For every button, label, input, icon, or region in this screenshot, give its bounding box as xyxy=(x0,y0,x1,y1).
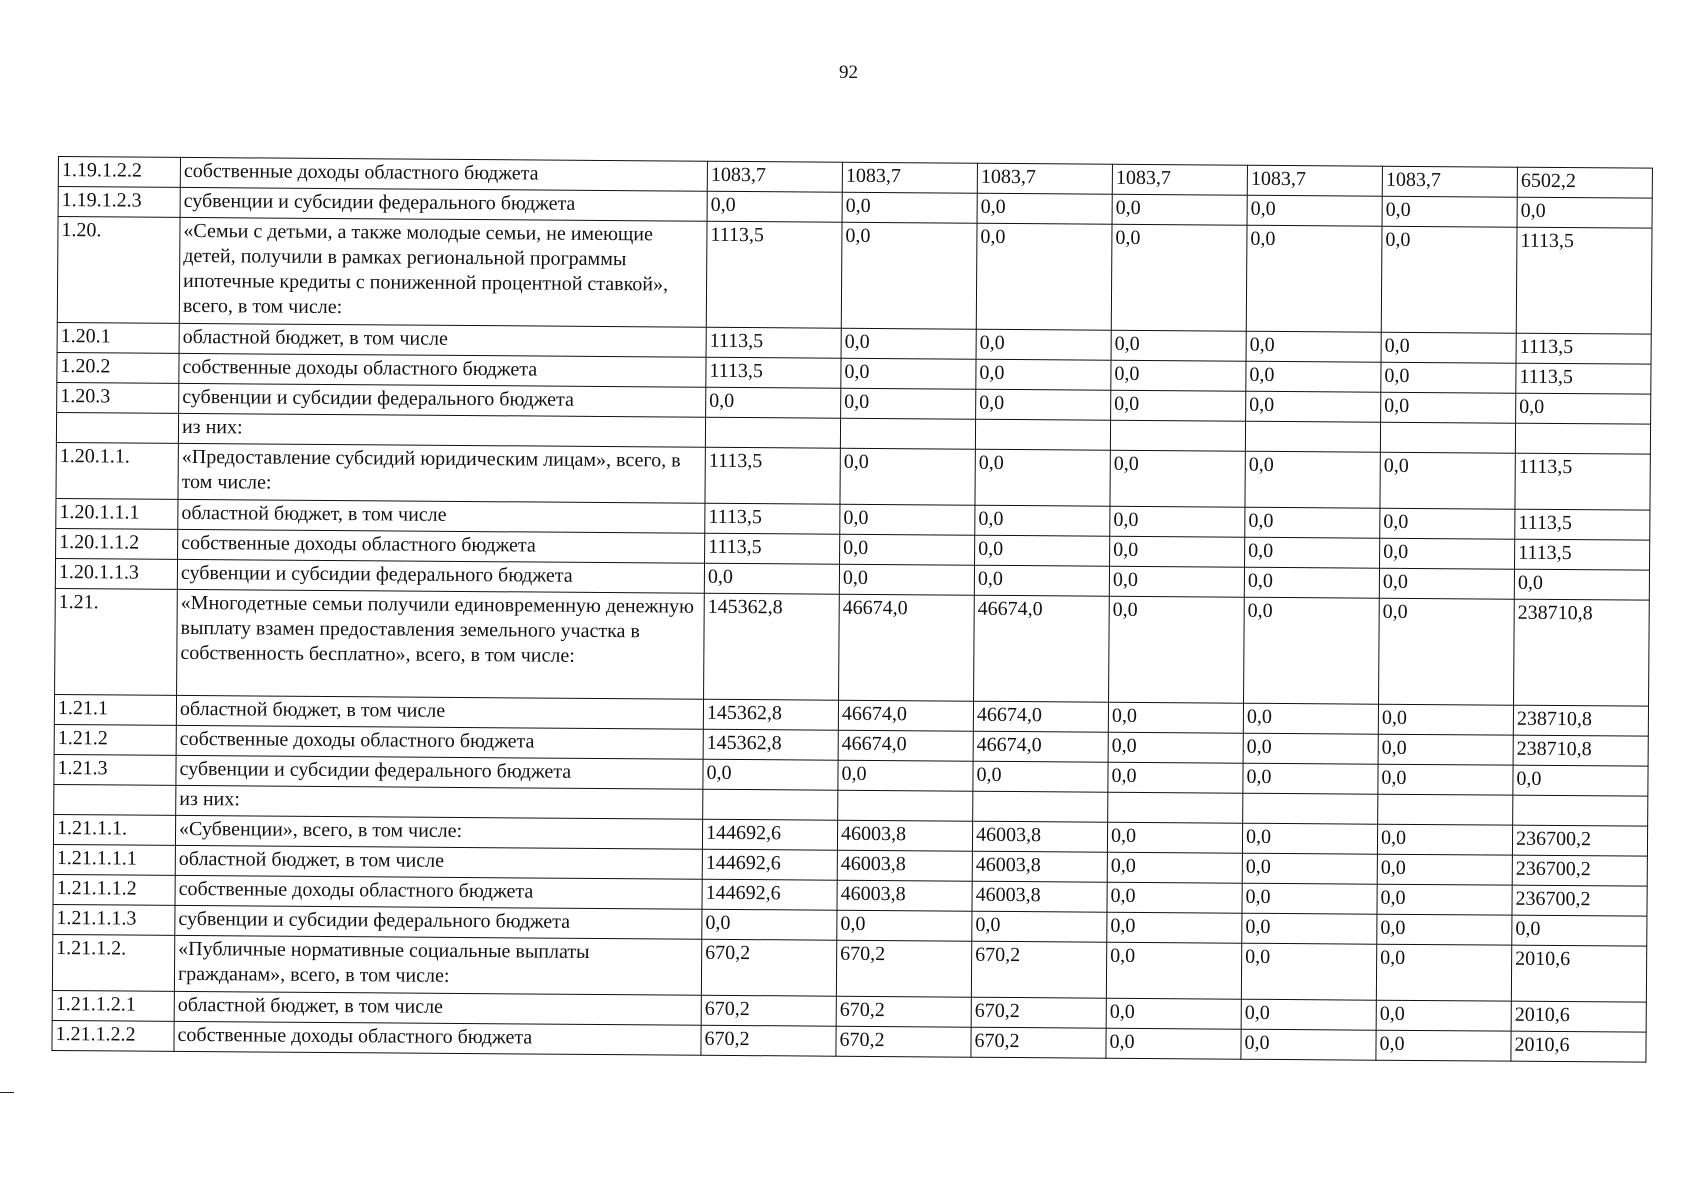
row-code xyxy=(56,412,178,443)
row-code: 1.21. xyxy=(55,588,178,695)
value-col-4: 0,0 xyxy=(1108,702,1243,733)
value-col-4: 0,0 xyxy=(1108,732,1243,763)
value-total: 0,0 xyxy=(1516,393,1651,424)
value-col-2: 46003,8 xyxy=(837,820,972,851)
value-total: 1113,5 xyxy=(1516,227,1652,334)
value-col-3: 0,0 xyxy=(975,535,1110,566)
value-col-5: 0,0 xyxy=(1243,703,1378,734)
value-col-1: 0,0 xyxy=(704,563,839,594)
value-col-6: 0,0 xyxy=(1377,854,1512,885)
value-col-3: 1083,7 xyxy=(977,163,1112,194)
value-col-2: 0,0 xyxy=(840,448,975,505)
row-name: собственные доходы областного бюджета xyxy=(176,725,703,759)
value-col-2: 46003,8 xyxy=(837,880,972,911)
value-col-2 xyxy=(838,790,973,821)
row-name: субвенции и субсидии федерального бюджета xyxy=(175,905,702,939)
value-col-6: 0,0 xyxy=(1380,508,1515,539)
value-col-4: 0,0 xyxy=(1110,506,1245,537)
row-name: собственные доходы областного бюджета xyxy=(180,157,707,191)
row-code xyxy=(54,784,176,815)
value-col-5: 0,0 xyxy=(1242,913,1377,944)
table-body xyxy=(52,157,1653,1063)
row-name: «Предоставление субсидий юридическим лицам», всего, в том числе: xyxy=(178,443,705,503)
value-col-1: 144692,6 xyxy=(702,879,837,910)
value-col-4: 0,0 xyxy=(1106,942,1241,999)
value-col-6: 0,0 xyxy=(1381,362,1516,393)
value-col-1: 145362,8 xyxy=(704,593,840,700)
value-col-1: 1113,5 xyxy=(705,503,840,534)
row-code: 1.21.1.1. xyxy=(53,814,175,845)
value-col-4: 0,0 xyxy=(1111,360,1246,391)
value-col-4: 0,0 xyxy=(1107,852,1242,883)
value-col-5: 0,0 xyxy=(1241,999,1376,1030)
row-code: 1.21.1 xyxy=(54,694,176,725)
value-col-2: 46003,8 xyxy=(837,850,972,881)
value-col-5: 0,0 xyxy=(1244,567,1379,598)
value-total: 0,0 xyxy=(1512,915,1647,946)
value-col-5: 0,0 xyxy=(1242,883,1377,914)
budget-table xyxy=(51,156,1653,1063)
row-name: из них: xyxy=(176,785,703,819)
value-col-1: 0,0 xyxy=(707,191,842,222)
row-name: субвенции и субсидии федерального бюджета xyxy=(176,755,703,789)
value-col-5: 0,0 xyxy=(1243,763,1378,794)
row-code: 1.20.1.1.1 xyxy=(56,498,178,529)
value-col-5: 1083,7 xyxy=(1247,165,1382,196)
row-name: «Публичные нормативные социальные выплаты гражданам», всего, в том числе: xyxy=(174,935,701,995)
value-col-2: 670,2 xyxy=(836,996,971,1027)
budget-table-container xyxy=(51,156,1653,1063)
value-col-1: 0,0 xyxy=(706,387,841,418)
value-col-2: 0,0 xyxy=(841,222,977,329)
row-code: 1.20.1.1.2 xyxy=(56,528,178,559)
value-col-3: 0,0 xyxy=(975,449,1110,506)
value-col-3: 0,0 xyxy=(976,389,1111,420)
value-col-6: 0,0 xyxy=(1376,944,1511,1001)
value-col-4: 0,0 xyxy=(1107,822,1242,853)
value-col-5 xyxy=(1243,793,1378,824)
row-code: 1.19.1.2.3 xyxy=(58,187,180,218)
value-total: 1113,5 xyxy=(1515,453,1650,510)
value-total: 1113,5 xyxy=(1515,539,1650,570)
value-col-6: 0,0 xyxy=(1380,538,1515,569)
row-name: областной бюджет, в том числе xyxy=(174,991,701,1025)
value-col-1: 1113,5 xyxy=(706,221,842,328)
value-col-6: 0,0 xyxy=(1381,392,1516,423)
row-name: собственные доходы областного бюджета xyxy=(174,1021,701,1055)
value-col-6: 0,0 xyxy=(1376,1000,1511,1031)
value-col-5: 0,0 xyxy=(1245,537,1380,568)
value-col-6: 0,0 xyxy=(1381,226,1517,333)
value-col-6 xyxy=(1378,794,1513,825)
value-col-3: 0,0 xyxy=(973,761,1108,792)
value-col-5: 0,0 xyxy=(1246,331,1381,362)
value-col-6: 0,0 xyxy=(1382,196,1517,227)
value-col-3: 0,0 xyxy=(976,223,1112,330)
value-total: 1113,5 xyxy=(1516,363,1651,394)
value-total: 236700,2 xyxy=(1512,855,1647,886)
value-total: 2010,6 xyxy=(1511,945,1646,1002)
value-col-5: 0,0 xyxy=(1244,597,1380,704)
row-code: 1.21.1.2. xyxy=(52,934,174,991)
value-col-2: 46674,0 xyxy=(838,730,973,761)
value-col-6: 0,0 xyxy=(1378,704,1513,735)
value-total: 2010,6 xyxy=(1511,1031,1646,1062)
value-col-6: 0,0 xyxy=(1379,568,1514,599)
value-col-6: 0,0 xyxy=(1377,824,1512,855)
row-name: субвенции и субсидии федерального бюджета xyxy=(177,559,704,593)
value-col-2: 0,0 xyxy=(841,328,976,359)
value-col-1: 144692,6 xyxy=(702,819,837,850)
value-col-4: 0,0 xyxy=(1111,224,1247,331)
value-col-6: 0,0 xyxy=(1376,1030,1511,1061)
value-col-1: 1113,5 xyxy=(705,447,840,504)
value-col-2 xyxy=(840,418,975,449)
row-code: 1.21.1.2.1 xyxy=(52,990,174,1021)
row-name: собственные доходы областного бюджета xyxy=(178,529,705,563)
row-code: 1.20.1 xyxy=(57,322,179,353)
value-total: 6502,2 xyxy=(1517,167,1652,198)
row-code: 1.21.1.1.2 xyxy=(53,874,175,905)
value-col-2: 0,0 xyxy=(837,910,972,941)
value-col-4: 0,0 xyxy=(1106,998,1241,1029)
row-code: 1.20.1.1.3 xyxy=(55,558,177,589)
value-col-3: 670,2 xyxy=(971,1027,1106,1058)
value-col-6 xyxy=(1380,422,1515,453)
value-total: 2010,6 xyxy=(1511,1001,1646,1032)
value-col-1: 1083,7 xyxy=(707,161,842,192)
value-col-6: 0,0 xyxy=(1381,332,1516,363)
row-code: 1.21.1.1.1 xyxy=(53,844,175,875)
value-col-2: 46674,0 xyxy=(838,700,973,731)
value-col-6: 0,0 xyxy=(1380,452,1515,509)
value-col-2: 0,0 xyxy=(841,358,976,389)
value-col-6: 0,0 xyxy=(1379,598,1515,705)
value-total: 0,0 xyxy=(1513,765,1648,796)
margin-mark xyxy=(0,1092,14,1093)
row-name: областной бюджет, в том числе xyxy=(178,499,705,533)
value-col-3: 46674,0 xyxy=(974,595,1110,702)
row-name: субвенции и субсидии федерального бюджета xyxy=(179,383,706,417)
row-name: собственные доходы областного бюджета xyxy=(179,353,706,387)
row-name: областной бюджет, в том числе xyxy=(176,695,703,729)
value-col-4: 0,0 xyxy=(1110,450,1245,507)
value-col-6: 0,0 xyxy=(1378,734,1513,765)
value-total: 1113,5 xyxy=(1516,333,1651,364)
row-code: 1.19.1.2.2 xyxy=(58,157,180,188)
value-col-1: 670,2 xyxy=(701,995,836,1026)
value-col-3: 0,0 xyxy=(976,329,1111,360)
row-name: субвенции и субсидии федерального бюджета xyxy=(180,187,707,221)
row-name: из них: xyxy=(178,413,705,447)
value-col-3: 46003,8 xyxy=(972,851,1107,882)
value-col-5 xyxy=(1245,421,1380,452)
value-col-3 xyxy=(973,791,1108,822)
table-row xyxy=(55,588,1650,706)
value-col-5: 0,0 xyxy=(1245,507,1380,538)
value-col-4: 0,0 xyxy=(1110,536,1245,567)
row-name: собственные доходы областного бюджета xyxy=(175,875,702,909)
row-code: 1.21.1.2.2 xyxy=(52,1020,174,1051)
value-col-3: 46674,0 xyxy=(973,701,1108,732)
row-name: областной бюджет, в том числе xyxy=(179,323,706,357)
value-col-4: 0,0 xyxy=(1109,566,1244,597)
value-col-5: 0,0 xyxy=(1246,225,1382,332)
value-col-1: 0,0 xyxy=(703,759,838,790)
value-col-4 xyxy=(1110,420,1245,451)
value-total: 238710,8 xyxy=(1513,735,1648,766)
value-col-4: 0,0 xyxy=(1109,596,1245,703)
value-col-2: 670,2 xyxy=(836,940,971,997)
value-col-5: 0,0 xyxy=(1247,195,1382,226)
value-col-5: 0,0 xyxy=(1246,361,1381,392)
value-col-6: 1083,7 xyxy=(1382,166,1517,197)
value-col-4: 0,0 xyxy=(1111,330,1246,361)
value-total: 236700,2 xyxy=(1512,825,1647,856)
page-number: 92 xyxy=(839,62,858,83)
value-col-5: 0,0 xyxy=(1242,853,1377,884)
value-total: 238710,8 xyxy=(1513,705,1648,736)
value-col-3: 670,2 xyxy=(971,941,1106,998)
value-total xyxy=(1513,795,1648,826)
value-col-1: 145362,8 xyxy=(703,729,838,760)
row-code: 1.20.2 xyxy=(57,352,179,383)
value-col-5: 0,0 xyxy=(1243,733,1378,764)
row-code: 1.20. xyxy=(57,217,180,324)
value-total: 0,0 xyxy=(1514,569,1649,600)
value-col-6: 0,0 xyxy=(1377,884,1512,915)
value-col-2: 0,0 xyxy=(842,192,977,223)
value-col-1: 0,0 xyxy=(702,909,837,940)
value-col-2: 0,0 xyxy=(839,564,974,595)
value-col-3: 670,2 xyxy=(971,997,1106,1028)
value-col-2: 0,0 xyxy=(841,388,976,419)
value-col-4: 0,0 xyxy=(1112,194,1247,225)
value-col-3: 0,0 xyxy=(974,565,1109,596)
row-code: 1.20.3 xyxy=(57,382,179,413)
value-col-6: 0,0 xyxy=(1378,764,1513,795)
value-col-1: 670,2 xyxy=(701,1025,836,1056)
value-total xyxy=(1515,423,1650,454)
row-name: «Субвенции», всего, в том числе: xyxy=(175,815,702,849)
table-row xyxy=(57,217,1652,335)
row-code: 1.20.1.1. xyxy=(56,442,178,499)
row-name: «Семьи с детьми, а также молодые семьи, не имеющие детей, получили в рамках региональной программы ипотечные кредиты с пониженной процентной ставкой», всего, в том числе: xyxy=(179,217,707,327)
row-code: 1.21.2 xyxy=(54,724,176,755)
value-col-3: 46003,8 xyxy=(972,881,1107,912)
value-col-1: 145362,8 xyxy=(703,699,838,730)
value-col-3: 0,0 xyxy=(972,911,1107,942)
value-col-5: 0,0 xyxy=(1245,451,1380,508)
value-col-3: 0,0 xyxy=(975,505,1110,536)
value-col-1: 144692,6 xyxy=(702,849,837,880)
value-col-2: 46674,0 xyxy=(839,594,975,701)
value-total: 238710,8 xyxy=(1514,599,1650,706)
value-col-4: 0,0 xyxy=(1107,882,1242,913)
value-col-3: 0,0 xyxy=(976,359,1111,390)
value-col-1 xyxy=(705,417,840,448)
value-col-2: 0,0 xyxy=(840,504,975,535)
value-col-1: 1113,5 xyxy=(706,327,841,358)
value-col-5: 0,0 xyxy=(1241,1029,1376,1060)
value-col-3: 46003,8 xyxy=(972,821,1107,852)
row-code: 1.21.1.1.3 xyxy=(53,904,175,935)
value-col-4 xyxy=(1108,792,1243,823)
value-col-3: 46674,0 xyxy=(973,731,1108,762)
value-col-4: 0,0 xyxy=(1107,912,1242,943)
value-col-2: 1083,7 xyxy=(842,162,977,193)
value-col-4: 0,0 xyxy=(1108,762,1243,793)
row-name: областной бюджет, в том числе xyxy=(175,845,702,879)
value-total: 0,0 xyxy=(1517,197,1652,228)
value-total: 1113,5 xyxy=(1515,509,1650,540)
value-col-2: 670,2 xyxy=(836,1026,971,1057)
value-col-1: 670,2 xyxy=(701,939,836,996)
row-name: «Многодетные семьи получили единовременную денежную выплату взамен предоставления земельного участка в собственность бесплатно», всего, в том числе: xyxy=(177,589,705,699)
value-col-1: 1113,5 xyxy=(705,533,840,564)
value-col-4: 1083,7 xyxy=(1112,164,1247,195)
value-col-4: 0,0 xyxy=(1106,1028,1241,1059)
value-col-1 xyxy=(703,789,838,820)
value-col-5: 0,0 xyxy=(1246,391,1381,422)
value-col-2: 0,0 xyxy=(840,534,975,565)
value-col-4: 0,0 xyxy=(1111,390,1246,421)
value-col-1: 1113,5 xyxy=(706,357,841,388)
value-col-6: 0,0 xyxy=(1377,914,1512,945)
row-code: 1.21.3 xyxy=(54,754,176,785)
value-col-3: 0,0 xyxy=(977,193,1112,224)
value-col-5: 0,0 xyxy=(1242,823,1377,854)
value-col-2: 0,0 xyxy=(838,760,973,791)
value-total: 236700,2 xyxy=(1512,885,1647,916)
value-col-3 xyxy=(975,419,1110,450)
value-col-5: 0,0 xyxy=(1241,943,1376,1000)
